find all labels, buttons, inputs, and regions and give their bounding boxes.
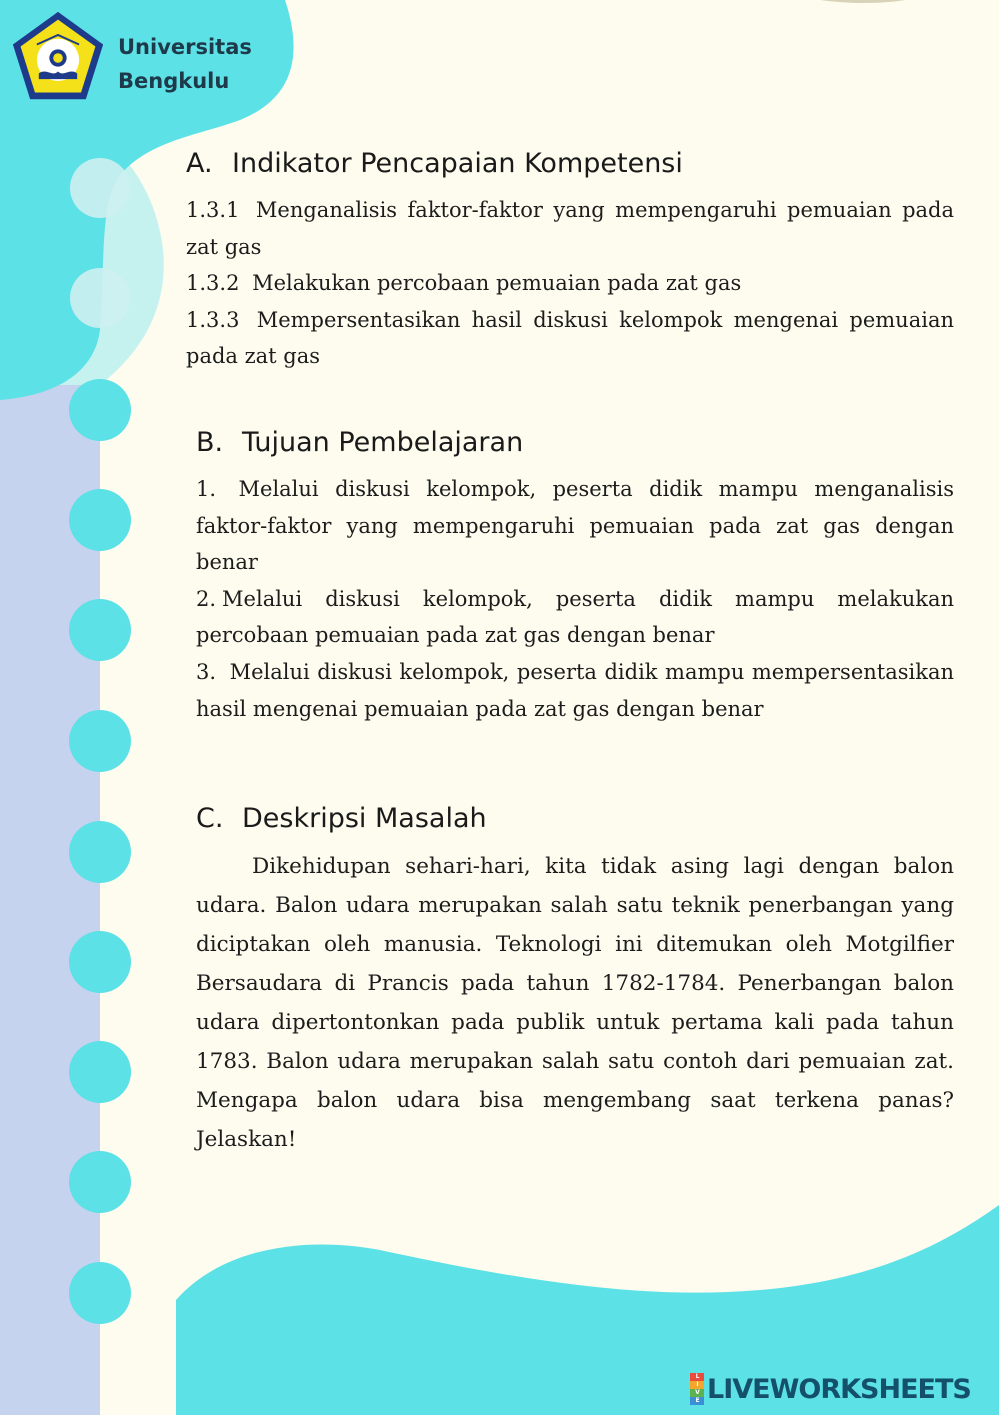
section-b-letter: B.	[196, 427, 224, 458]
tujuan-num-1: 1.	[196, 477, 217, 501]
tujuan-item-3	[196, 654, 954, 727]
cyan-circle-1	[69, 379, 131, 441]
section-a-letter: A.	[186, 148, 213, 179]
section-c-heading	[196, 797, 954, 841]
section-c-letter: C.	[196, 803, 224, 834]
tujuan-item-2	[196, 581, 954, 654]
liveworksheets-watermark	[690, 1373, 971, 1405]
liveworksheets-badge-icon: L I V E	[690, 1373, 704, 1405]
top-right-arc	[820, 0, 905, 3]
indikator-item-3	[186, 302, 954, 375]
indikator-item-2	[186, 265, 954, 302]
cyan-circle-2	[69, 489, 131, 551]
section-deskripsi	[196, 797, 954, 1159]
cyan-circle-8	[69, 1151, 131, 1213]
indikator-text-1: Menganalisis faktor-faktor yang mempengaruhi pemuaian pada zat gas	[186, 198, 954, 259]
cyan-circle-7	[69, 1041, 131, 1103]
university-brand	[118, 30, 252, 98]
section-indikator	[186, 142, 954, 375]
tujuan-num-2: 2.	[196, 586, 217, 611]
liveworksheets-text: LIVEWORKSHEETS	[707, 1373, 971, 1405]
university-logo-icon	[10, 10, 106, 106]
section-a-heading	[186, 142, 954, 186]
section-b-title: Tujuan Pembelajaran	[242, 427, 524, 458]
indikator-num-2: 1.3.2	[186, 271, 240, 296]
tujuan-text-3: Melalui diskusi kelompok, peserta didik mampu mempersentasikan hasil mengenai pemuaian pada zat gas dengan benar	[196, 659, 954, 721]
cyan-circle-6	[69, 931, 131, 993]
cyan-circle-5	[69, 821, 131, 883]
cyan-circle-4	[69, 710, 131, 772]
cyan-circle-3	[69, 599, 131, 661]
indikator-item-1	[186, 192, 954, 265]
brand-line-1: Universitas	[118, 35, 252, 59]
deskripsi-text: Dikehidupan sehari-hari, kita tidak asing lagi dengan balon udara. Balon udara merupakan salah satu teknik penerbangan yang diciptakan oleh manusia. Teknologi ini ditemukan oleh Motgilfier Bersaudara di Prancis pada tahun 1782-1784. Penerbangan balon udara dipertontonkan pada publik untuk pertama kali pada tahun 1783. Balon udara merupakan salah satu contoh dari pemuaian zat. Mengapa balon udara bisa mengembang saat terkena panas? Jelaskan!	[196, 854, 954, 1152]
tujuan-num-3: 3.	[196, 659, 217, 684]
tujuan-item-1	[196, 471, 954, 581]
tujuan-text-1: Melalui diskusi kelompok, peserta didik mampu menganalisis faktor-faktor yang mempengaruhi pemuaian pada zat gas dengan benar	[196, 477, 954, 575]
indikator-num-1: 1.3.1	[186, 198, 240, 222]
tujuan-text-2: Melalui diskusi kelompok, peserta didik mampu melakukan percobaan pemuaian pada zat gas dengan benar	[196, 586, 954, 648]
section-b-heading	[196, 421, 954, 465]
pale-circle-1	[70, 158, 130, 218]
brand-line-2: Bengkulu	[118, 69, 230, 93]
section-c-title: Deskripsi Masalah	[242, 803, 487, 834]
indikator-text-3: Mempersentasikan hasil diskusi kelompok mengenai pemuaian pada zat gas	[186, 307, 954, 369]
section-a-title: Indikator Pencapaian Kompetensi	[232, 148, 683, 179]
section-tujuan	[196, 421, 954, 727]
indikator-num-3: 1.3.3	[186, 307, 240, 332]
pale-circle-2	[70, 268, 130, 328]
indikator-text-2: Melakukan percobaan pemuaian pada zat gas	[252, 271, 742, 296]
cyan-circle-9	[69, 1262, 131, 1324]
